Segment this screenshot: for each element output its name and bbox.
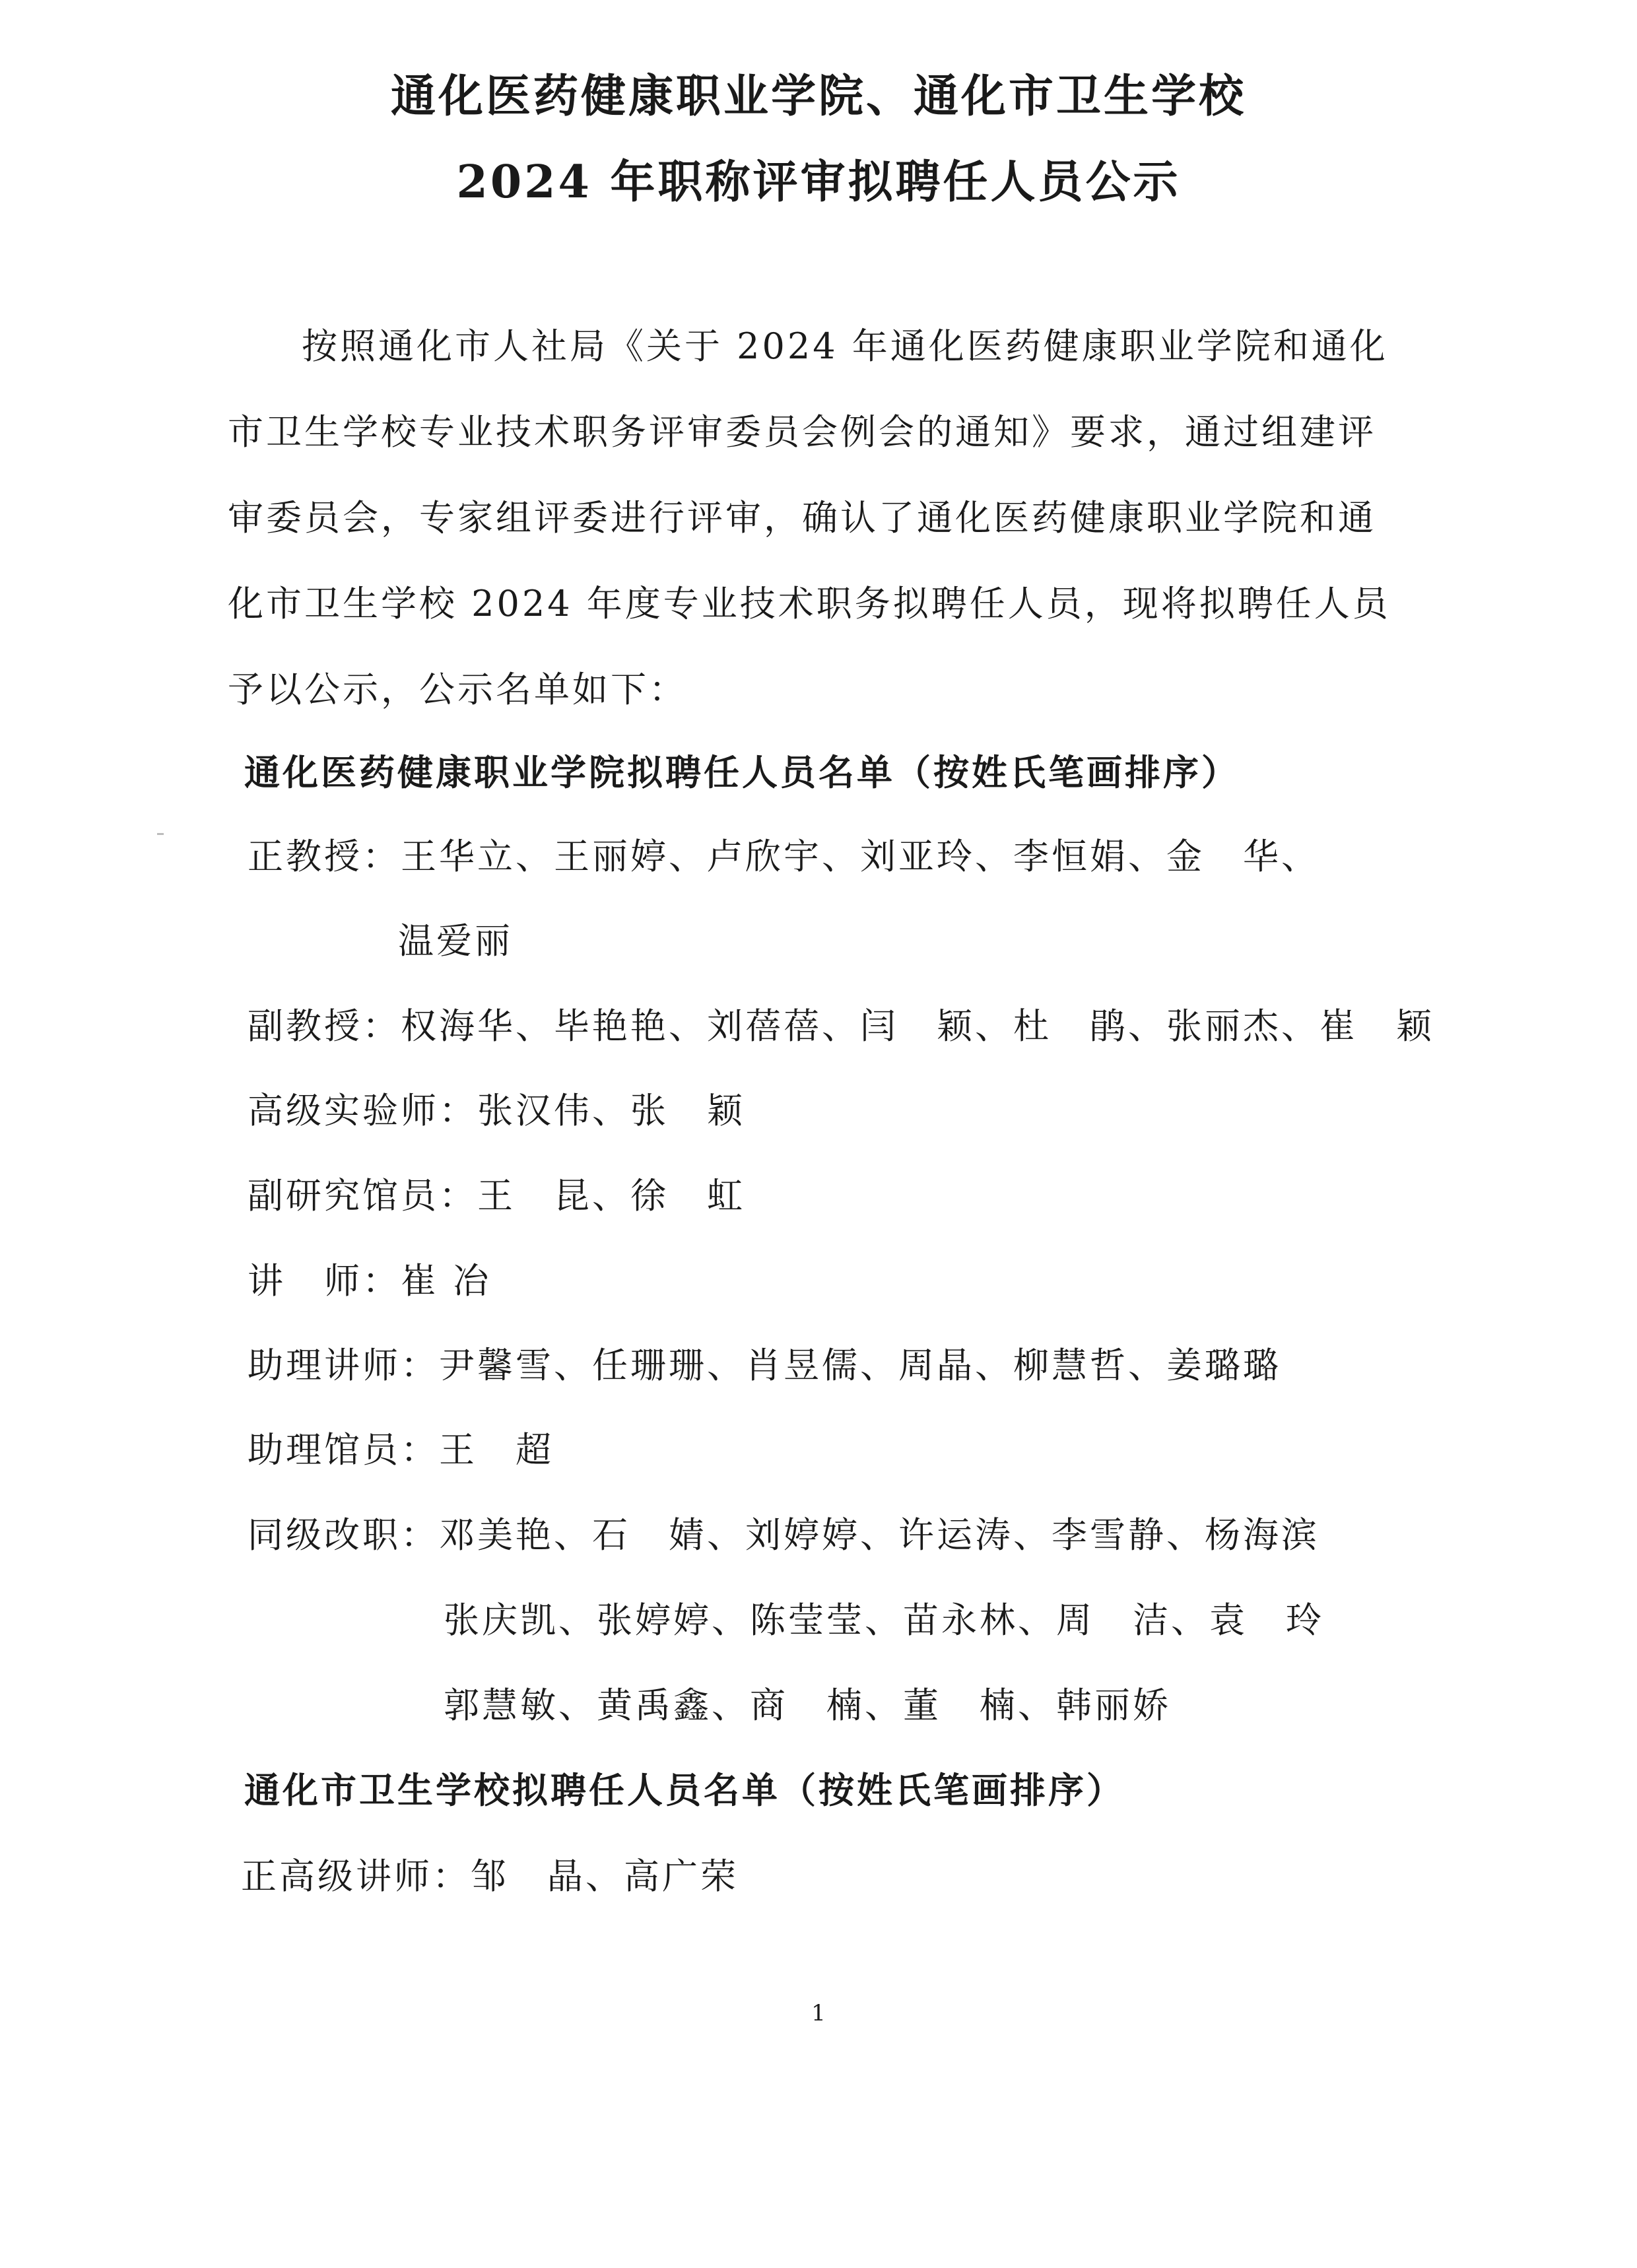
intro-line: 按照通化市人社局《关于 2024 年通化医药健康职业学院和通化 bbox=[302, 325, 1388, 367]
row-names: 张汉伟、张 颖 bbox=[477, 1090, 745, 1131]
row-names: 尹馨雪、任珊珊、肖昱儒、周晶、柳慧哲、姜璐璐 bbox=[439, 1345, 1281, 1386]
row-label: 助理馆员： bbox=[248, 1429, 439, 1471]
row-label: 副教授： bbox=[248, 1005, 401, 1047]
row-label: 讲 师： bbox=[248, 1260, 401, 1302]
college-row-professor-cont: 温爱丽 bbox=[398, 920, 513, 962]
college-row-senior-lab bbox=[248, 1083, 745, 1133]
college-heading: 通化医药健康职业学院拟聘任人员名单（按姓氏笔画排序） bbox=[244, 751, 1240, 793]
row-names: 王 昆、徐 虹 bbox=[477, 1175, 745, 1217]
college-row-same-level-change-cont: 郭慧敏、黄禹鑫、商 楠、董 楠、韩丽娇 bbox=[444, 1684, 1171, 1726]
intro-paragraph bbox=[228, 304, 1391, 733]
intro-line: 化市卫生学校 2024 年度专业技术职务拟聘任人员，现将拟聘任人员 bbox=[228, 583, 1391, 624]
row-names: 邹 晶、高广荣 bbox=[471, 1855, 739, 1897]
college-row-professor bbox=[248, 828, 1320, 879]
college-row-assistant-lecturer bbox=[248, 1337, 1281, 1388]
college-row-assoc-librarian bbox=[248, 1168, 745, 1218]
school-heading: 通化市卫生学校拟聘任人员名单（按姓氏笔画排序） bbox=[244, 1769, 1125, 1811]
row-label: 同级改职： bbox=[248, 1514, 439, 1556]
title-line-1: 通化医药健康职业学院、通化市卫生学校 bbox=[390, 70, 1246, 123]
row-names: 王 超 bbox=[439, 1429, 554, 1471]
row-names: 王华立、王丽婷、卢欣宇、刘亚玲、李恒娟、金 华、 bbox=[401, 836, 1320, 877]
college-row-assistant-librarian bbox=[248, 1422, 554, 1473]
title-line-2: 2024 年职称评审拟聘任人员公示 bbox=[456, 156, 1181, 209]
page-number: 1 bbox=[811, 2000, 826, 2026]
college-row-lecturer bbox=[248, 1253, 491, 1304]
college-row-same-level-change-cont: 张庆凯、张婷婷、陈莹莹、苗永林、周 洁、袁 玲 bbox=[444, 1599, 1324, 1641]
row-label: 助理讲师： bbox=[248, 1345, 439, 1386]
intro-line: 审委员会，专家组评委进行评审，确认了通化医药健康职业学院和通 bbox=[228, 497, 1376, 539]
row-label: 高级实验师： bbox=[248, 1090, 477, 1131]
college-row-associate-professor bbox=[248, 998, 1434, 1049]
row-label: 副研究馆员： bbox=[248, 1175, 477, 1217]
intro-line: 市卫生学校专业技术职务评审委员会例会的通知》要求，通过组建评 bbox=[228, 411, 1376, 453]
scan-mark bbox=[157, 833, 164, 835]
school-row-senior-lecturer bbox=[241, 1848, 739, 1899]
row-label: 正教授： bbox=[248, 836, 401, 877]
college-row-same-level-change bbox=[248, 1507, 1320, 1558]
row-names: 邓美艳、石 婧、刘婷婷、许运涛、李雪静、杨海滨 bbox=[439, 1514, 1320, 1556]
row-names: 权海华、毕艳艳、刘蓓蓓、闫 颖、杜 鹃、张丽杰、崔 颖 bbox=[401, 1005, 1434, 1047]
row-names: 崔 冶 bbox=[401, 1260, 492, 1302]
intro-line: 予以公示，公示名单如下： bbox=[228, 669, 687, 710]
row-label: 正高级讲师： bbox=[241, 1855, 471, 1897]
